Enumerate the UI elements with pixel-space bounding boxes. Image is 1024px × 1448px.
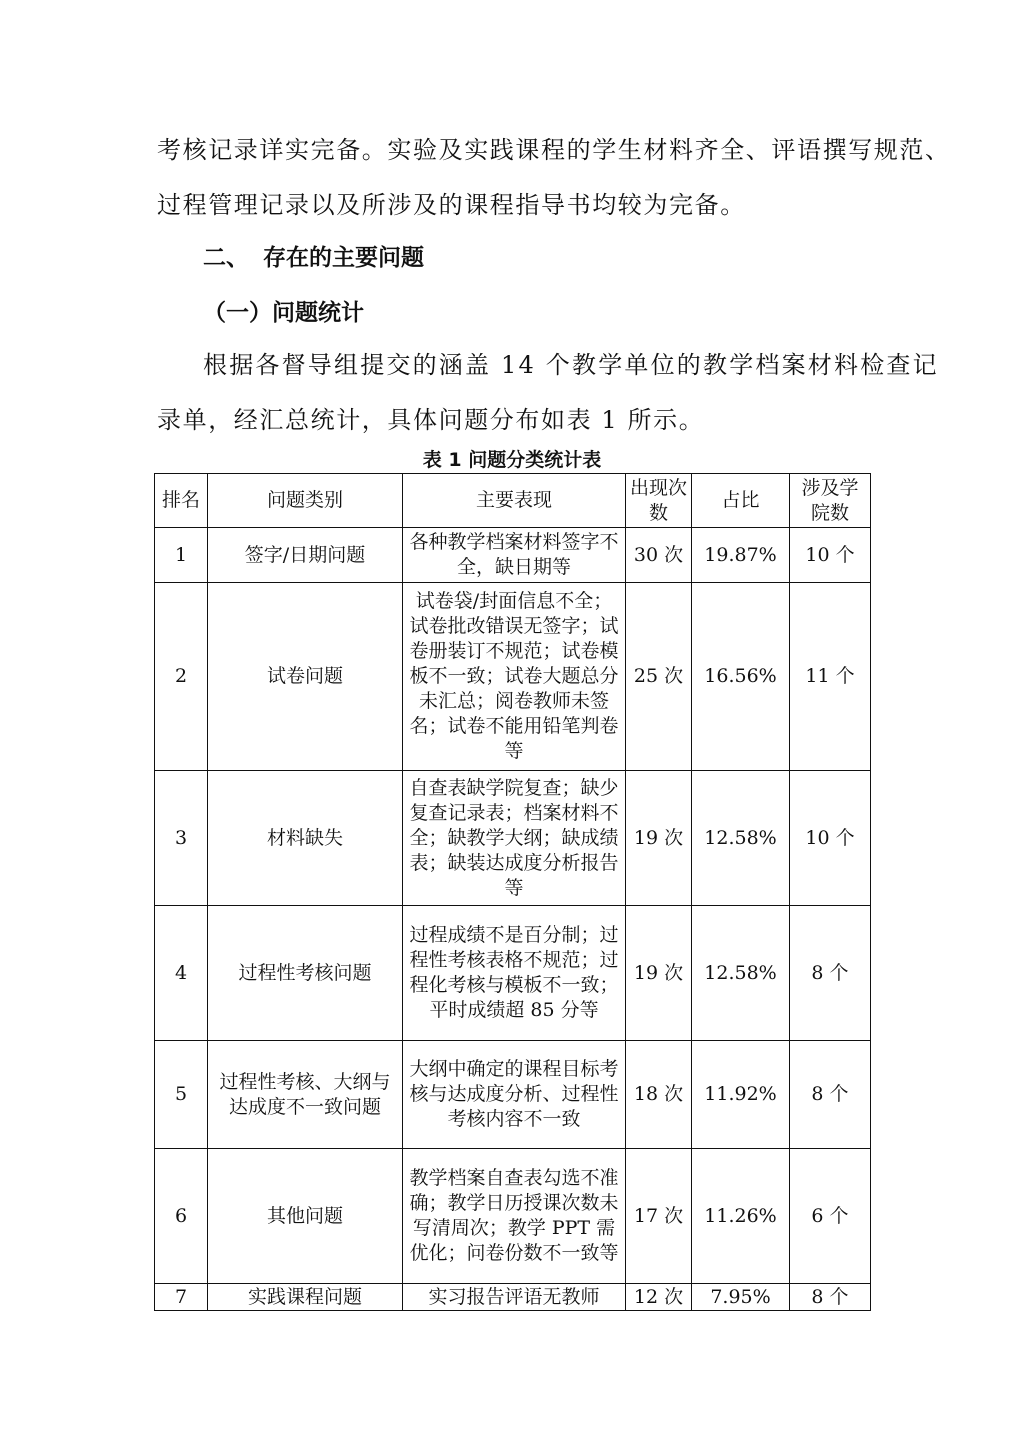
paragraph-line: 录单，经汇总统计，具体问题分布如表 1 所示。 [157,406,705,434]
cell-count: 12 次 [626,1284,692,1311]
paragraph-line: 过程管理记录以及所涉及的课程指导书均较为完备。 [157,191,746,219]
cell-percent: 16.56% [692,583,790,771]
cell-description: 各种教学档案材料签字不全，缺日期等 [403,528,626,583]
cell-count: 17 次 [626,1149,692,1284]
cell-description: 大纲中确定的课程目标考核与达成度分析、过程性考核内容不一致 [403,1041,626,1149]
header-count: 出现次数 [626,474,692,528]
cell-colleges: 6 个 [790,1149,871,1284]
table-row [155,583,871,771]
cell-description: 自查表缺学院复查；缺少复查记录表；档案材料不全；缺教学大纲；缺成绩表；缺装达成度分析报告等 [403,771,626,906]
cell-colleges: 10 个 [790,771,871,906]
cell-count: 25 次 [626,583,692,771]
header-colleges: 涉及学院数 [790,474,871,528]
cell-category: 过程性考核、大纲与达成度不一致问题 [208,1041,403,1149]
cell-description: 过程成绩不是百分制；过程性考核表格不规范；过程化考核与模板不一致；平时成绩超 85 分等 [403,906,626,1041]
cell-rank: 2 [155,583,208,771]
cell-rank: 1 [155,528,208,583]
cell-category: 材料缺失 [208,771,403,906]
section-heading [203,243,424,273]
header-percent: 占比 [692,474,790,528]
cell-category: 试卷问题 [208,583,403,771]
cell-percent: 12.58% [692,906,790,1041]
cell-colleges: 8 个 [790,906,871,1041]
cell-percent: 19.87% [692,528,790,583]
subsection-heading: （一）问题统计 [203,300,364,326]
cell-rank: 3 [155,771,208,906]
cell-rank: 6 [155,1149,208,1284]
cell-percent: 11.92% [692,1041,790,1149]
header-category: 问题类别 [208,474,403,528]
cell-count: 30 次 [626,528,692,583]
cell-category: 过程性考核问题 [208,906,403,1041]
table-caption: 表 1 问题分类统计表 [422,449,602,471]
cell-percent: 12.58% [692,771,790,906]
cell-colleges: 10 个 [790,528,871,583]
cell-rank: 7 [155,1284,208,1311]
paragraph-line: 根据各督导组提交的涵盖 14 个教学单位的教学档案材料检查记 [203,351,939,379]
cell-category: 其他问题 [208,1149,403,1284]
table-row [155,906,871,1041]
cell-colleges: 8 个 [790,1284,871,1311]
cell-category: 实践课程问题 [208,1284,403,1311]
problem-statistics-table [154,473,871,1311]
section-title: 存在的主要问题 [263,245,424,271]
cell-percent: 7.95% [692,1284,790,1311]
cell-colleges: 8 个 [790,1041,871,1149]
cell-percent: 11.26% [692,1149,790,1284]
cell-rank: 4 [155,906,208,1041]
table-row [155,1041,871,1149]
cell-count: 18 次 [626,1041,692,1149]
cell-rank: 5 [155,1041,208,1149]
header-rank: 排名 [155,474,208,528]
cell-colleges: 11 个 [790,583,871,771]
table-row [155,771,871,906]
table-row [155,528,871,583]
cell-category: 签字/日期问题 [208,528,403,583]
cell-count: 19 次 [626,906,692,1041]
cell-count: 19 次 [626,771,692,906]
table-row [155,1149,871,1284]
table-header-row [155,474,871,528]
cell-description: 教学档案自查表勾选不准确；教学日历授课次数未写清周次；教学 PPT 需优化；问卷份数不一致等 [403,1149,626,1284]
section-number: 二、 [203,245,249,271]
cell-description: 实习报告评语无教师 [403,1284,626,1311]
table-row [155,1284,871,1311]
header-description: 主要表现 [403,474,626,528]
cell-description: 试卷袋/封面信息不全；试卷批改错误无签字；试卷册装订不规范；试卷模板不一致；试卷大题总分未汇总；阅卷教师未签名；试卷不能用铅笔判卷等 [403,583,626,771]
paragraph-line: 考核记录详实完备。实验及实践课程的学生材料齐全、评语撰写规范、 [157,136,951,164]
